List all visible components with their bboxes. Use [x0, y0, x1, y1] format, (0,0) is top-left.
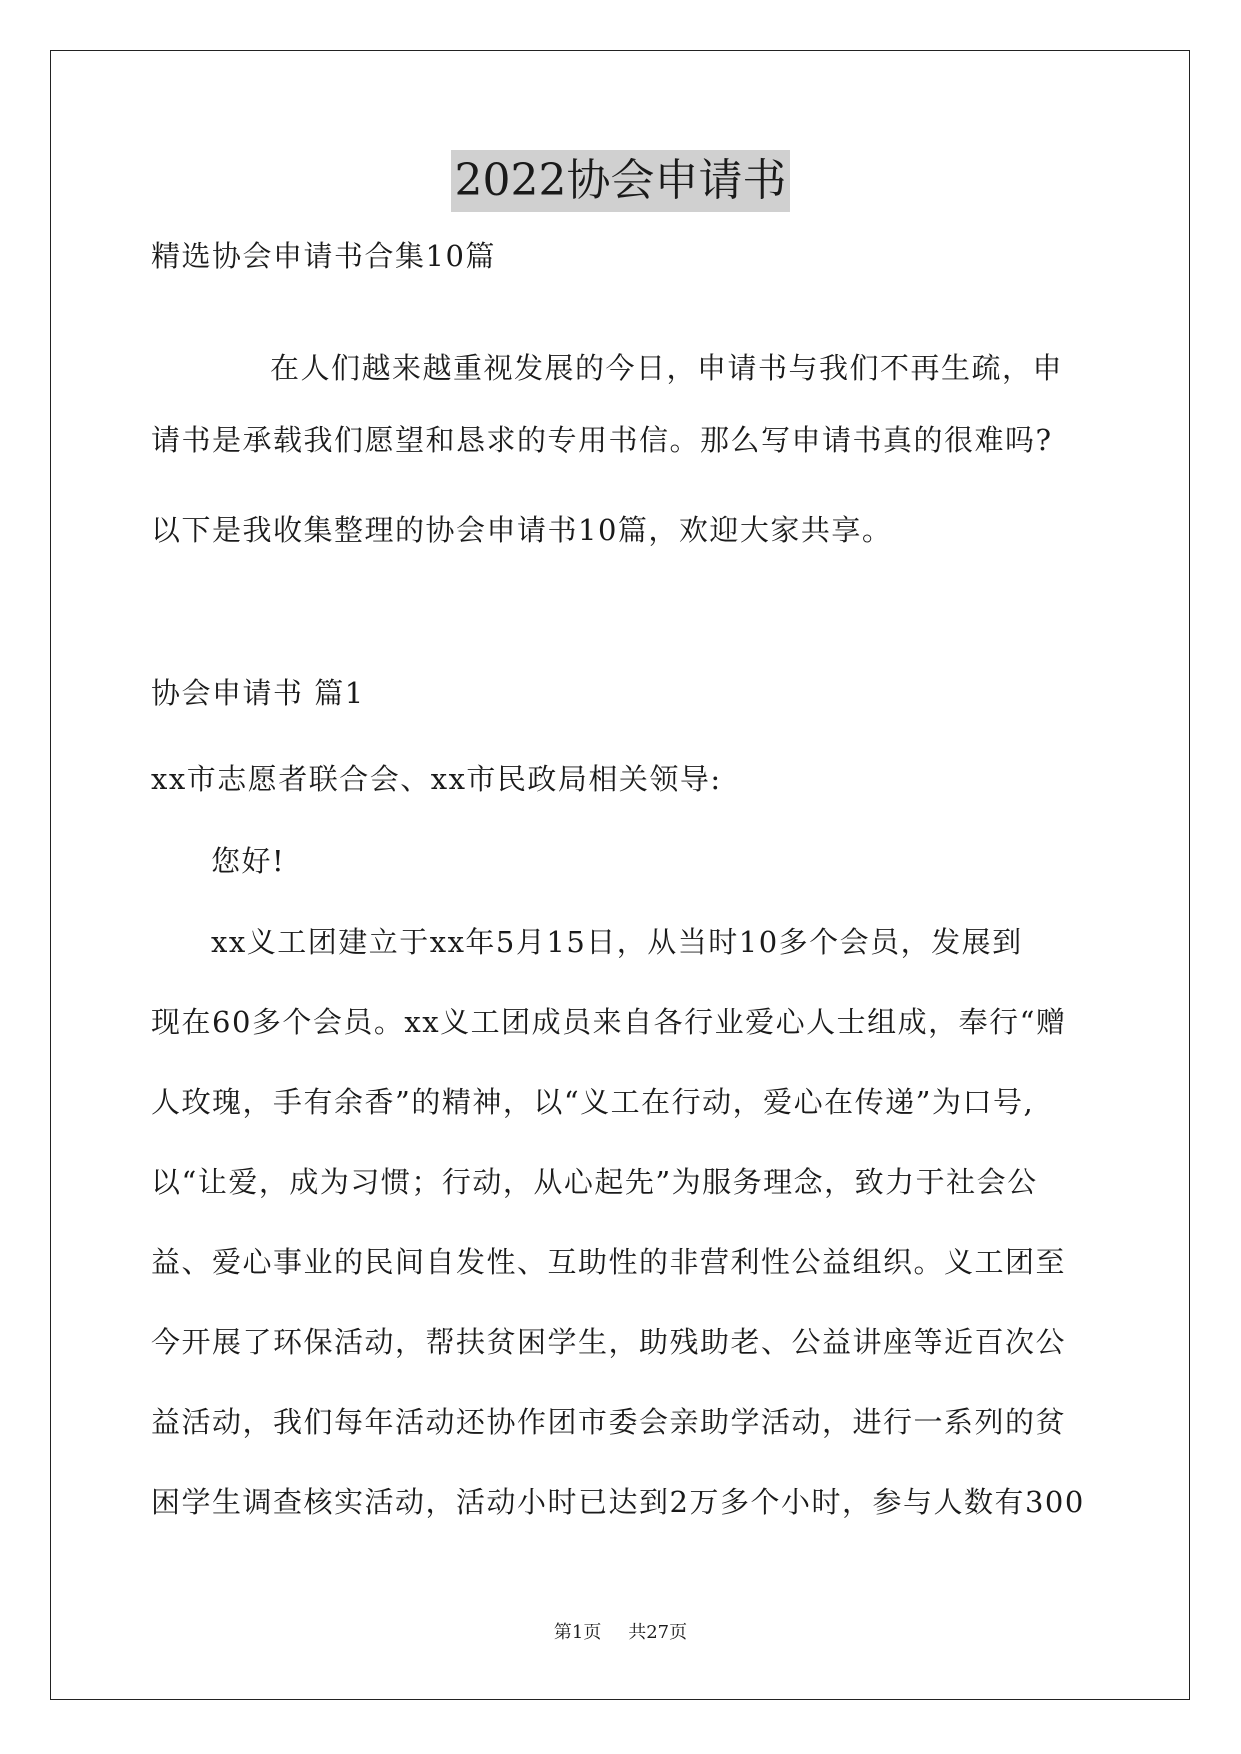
body-line-5: 益、爱心事业的民间自发性、互助性的非营利性公益组织。义工团至 — [151, 1245, 1067, 1279]
document-title: 2022协会申请书 — [451, 150, 791, 212]
title-container — [0, 150, 1241, 212]
page-number: 第1页 — [553, 1622, 602, 1643]
page-total: 共27页 — [628, 1622, 688, 1643]
body-line-3: 人玫瑰，手有余香”的精神，以“义工在行动，爱心在传递”为口号, — [151, 1085, 1035, 1119]
intro-line-1: 在人们越来越重视发展的今日，申请书与我们不再生疏，申 — [270, 351, 1064, 385]
subtitle: 精选协会申请书合集10篇 — [151, 239, 496, 273]
section-heading: 协会申请书 篇1 — [151, 676, 365, 710]
intro-line-2: 请书是承载我们愿望和恳求的专用书信。那么写申请书真的很难吗? — [151, 423, 1053, 457]
body-line-2: 现在60多个会员。xx义工团成员来自各行业爱心人士组成，奉行“赠 — [151, 1005, 1067, 1039]
body-line-1: xx义工团建立于xx年5月15日，从当时10多个会员，发展到 — [211, 925, 1023, 959]
body-line-6: 今开展了环保活动，帮扶贫困学生，助残助老、公益讲座等近百次公 — [151, 1325, 1067, 1359]
body-line-8: 困学生调查核实活动，活动小时已达到2万多个小时，参与人数有300 — [151, 1485, 1085, 1519]
salutation: xx市志愿者联合会、xx市民政局相关领导: — [151, 762, 722, 796]
page-footer — [0, 1621, 1241, 1645]
greeting: 您好! — [211, 844, 286, 878]
body-line-7: 益活动，我们每年活动还协作团市委会亲助学活动，进行一系列的贫 — [151, 1405, 1067, 1439]
intro-line-3: 以下是我收集整理的协会申请书10篇，欢迎大家共享。 — [151, 513, 893, 547]
body-line-4: 以“让爱，成为习惯；行动，从心起先”为服务理念，致力于社会公 — [151, 1165, 1038, 1199]
